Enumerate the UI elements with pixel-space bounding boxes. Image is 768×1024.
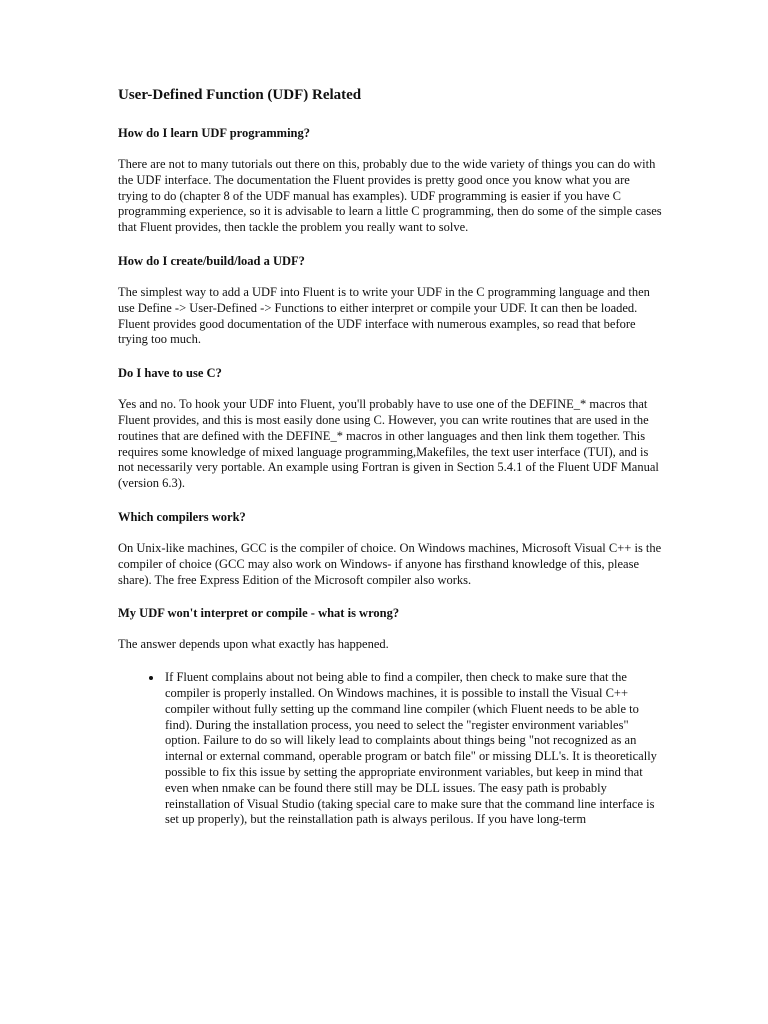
section-heading-wont-compile: My UDF won't interpret or compile - what is wrong? [118, 606, 400, 621]
section-heading-learn: How do I learn UDF programming? [118, 126, 311, 140]
section-body-learn: There are not to many tutorials out there on this, probably due to the wide variety of things you can do with the UDF interface. The documentation the Fluent provides is pretty good once you know what you are trying to do (chapter 8 of the UDF manual has examples). UDF programming is easier if you have C programming experience, so it is advisable to learn a little C programming, then do some of the simple cases that Fluent provides, then tackle the problem you really want to solve. [118, 157, 662, 235]
page-title: User-Defined Function (UDF) Related [118, 87, 362, 103]
section-heading-create: How do I create/build/load a UDF? [118, 253, 305, 268]
section-body-create: The simplest way to add a UDF into Fluent is to write your UDF in the C programming language and then use Define -> User-Defined -> Functions to either interpret or compile your UDF. It can then be loaded. Fluent provides good documentation of the UDF interface with numerous examples, so read that before trying too much. [118, 284, 650, 347]
bullet-list [118, 670, 662, 828]
section-body-wont-compile: The answer depends upon what exactly has happened. [118, 637, 389, 652]
bullet-item: • If Fluent complains about not being able to find a compiler, then check to make sure that the compiler is properly installed. On Windows machines, it is possible to install the Visual C++ compiler without fully setting up the command line compiler (which Fluent needs to be able to find). During the installation process, you need to select the "register environment variables" option. Failure to do so will likely lead to complaints about things being "not recognized as an internal or external command, operable program or batch file" or missing DLL's. It is theoretically possible to fix this issue by setting the appropriate environment variables, but keep in mind that even when nmake can be found there still may be DLL issues. The easy path is probably reinstallation of Visual Studio (taking special care to make sure that the command line interface is set up properly), but the reinstallation path is always perilous. If you have long-term [163, 670, 662, 828]
section-heading-use-c: Do I have to use C? [118, 366, 222, 381]
section-body-use-c: Yes and no. To hook your UDF into Fluent, you'll probably have to use one of the DEFINE_* macros that Fluent provides, and this is most easily done using C. However, you can write routines that are used in the routines that are defined with the DEFINE_* macros in other languages and then link them together. This requires some knowledge of mixed language programming,Makefiles, the text user interface (TUI), and is not necessarily very portable. An example using Fortran is given in Section 5.4.1 of the Fluent UDF Manual (version 6.3). [118, 397, 659, 491]
section-heading-compilers: Which compilers work? [118, 509, 246, 524]
section-body-compilers: On Unix-like machines, GCC is the compiler of choice. On Windows machines, Microsoft Visual C++ is the compiler of choice (GCC may also work on Windows- if anyone has firsthand knowledge of this, please share). The free Express Edition of the Microsoft compiler also works. [118, 540, 662, 587]
